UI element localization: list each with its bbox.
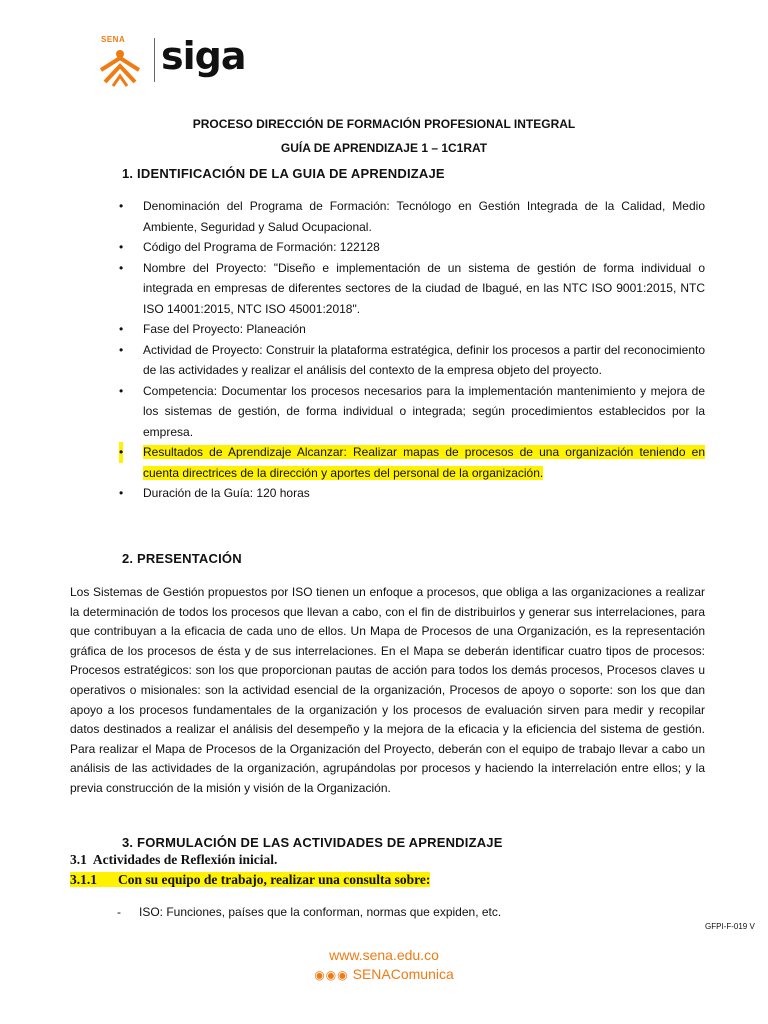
list-item: • Fase del Proyecto: Planeación <box>119 319 705 340</box>
process-title: PROCESO DIRECCIÓN DE FORMACIÓN PROFESIONAL INTEGRAL <box>192 117 576 131</box>
bullet-icon: • <box>119 199 124 213</box>
footer-url-link[interactable]: www.sena.edu.co <box>329 947 439 963</box>
dash-list-item: - ISO: Funciones, países que la conforman, normas que expiden, etc. <box>117 905 502 919</box>
list-item: • Código del Programa de Formación: 122128 <box>119 237 705 258</box>
subsection-3-1-1: 3.1.1 Con su equipo de trabajo, realizar una consulta sobre: <box>70 872 431 887</box>
social-handle: SENAComunica <box>352 966 454 982</box>
sena-logo-text: SENA <box>101 35 126 44</box>
section3-heading: 3. FORMULACIÓN DE LAS ACTIVIDADES DE APRENDIZAJE <box>122 835 503 850</box>
list-item: • Denominación del Programa de Formación: Tecnólogo en Gestión Integrada de la Calidad, Medio Ambiente, Seguridad y Salud Ocupacional. <box>119 196 705 237</box>
list-item: • Competencia: Documentar los procesos necesarios para la implementación mantenimiento y mejora de los sistemas de gestión, de forma individual o integrada; según procedimientos establecidos por la empresa. <box>119 381 705 443</box>
bullet-icon: • <box>119 260 124 275</box>
bullet-icon: • <box>119 322 124 336</box>
list-item: • Actividad de Proyecto: Construir la plataforma estratégica, definir los procesos a partir del reconocimiento de las actividades y realizar el análisis del contexto de la empresa objeto del proyecto. <box>119 340 705 381</box>
siga-logo-text: siga <box>161 34 246 78</box>
sena-siga-logo <box>95 32 255 88</box>
logo-divider <box>154 38 155 82</box>
bullet-icon: • <box>119 342 124 357</box>
identification-list <box>119 196 705 504</box>
bullet-icon: • <box>119 240 124 254</box>
bullet-icon: • <box>119 383 124 398</box>
footer-social <box>0 966 768 982</box>
list-item: • Nombre del Proyecto: "Diseño e implementación de un sistema de gestión de forma individual o integrada en empresas de diferentes sectores de la ciudad de Ibagué, en las NTC ISO 9001:2015, NTC ISO 14001:2015, NTC ISO 45001:2018". <box>119 258 705 320</box>
bullet-icon: • <box>119 442 123 463</box>
guide-title: GUÍA DE APRENDIZAJE 1 – 1C1RAT <box>280 141 488 155</box>
bullet-icon: • <box>119 486 124 500</box>
section1-heading: 1. IDENTIFICACIÓN DE LA GUIA DE APRENDIZAJE <box>122 166 445 181</box>
document-code: GFPI-F-019 V <box>705 922 755 931</box>
list-item: • Duración de la Guía: 120 horas <box>119 483 705 504</box>
subsection-3-1: 3.1 Actividades de Reflexión inicial. <box>70 852 278 867</box>
section2-heading: 2. PRESENTACIÓN <box>122 551 242 566</box>
social-icons: ◉◉◉ <box>314 968 349 982</box>
presentation-paragraph: Los Sistemas de Gestión propuestos por ISO tienen un enfoque a procesos, que obliga a las organizaciones a realizar la determinación de todos los procesos que llevan a cabo, con el fin de distribuirlos y generar sus interrelaciones, para que contribuyan a la eficacia de cada uno de ellos. Un Mapa de Procesos de una Organización, es la representación gráfica de los procesos de ésta y de sus interrelaciones. En el Mapa se deberán identificar cuatro tipos de procesos: Procesos estratégicos: son los que proporcionan pautas de acción para todos los demás procesos, Procesos claves u operativos o misionales: son la actividad esencial de la organización, Procesos de apoyo o soporte: son los que dan apoyo a los procesos fundamentales de la organización y los procesos de evaluación sirven para medir y recopilar datos destinados a realizar el análisis del desempeño y la mejora de la eficacia y la eficiencia del sistema de gestión. Para realizar el Mapa de Procesos de la Organización del Proyecto, deberán con el equipo de trabajo llevar a cabo un análisis de las actividades de la organización, agrupándolas por procesos y haciendo la interrelación entre ellos; y la previa construcción de la misión y visión de la Organización. <box>70 585 705 795</box>
list-item-highlighted: • Resultados de Aprendizaje Alcanzar: Realizar mapas de procesos de una organización teniendo en cuenta directrices de la dirección y aportes del personal de la organización. <box>119 442 705 483</box>
